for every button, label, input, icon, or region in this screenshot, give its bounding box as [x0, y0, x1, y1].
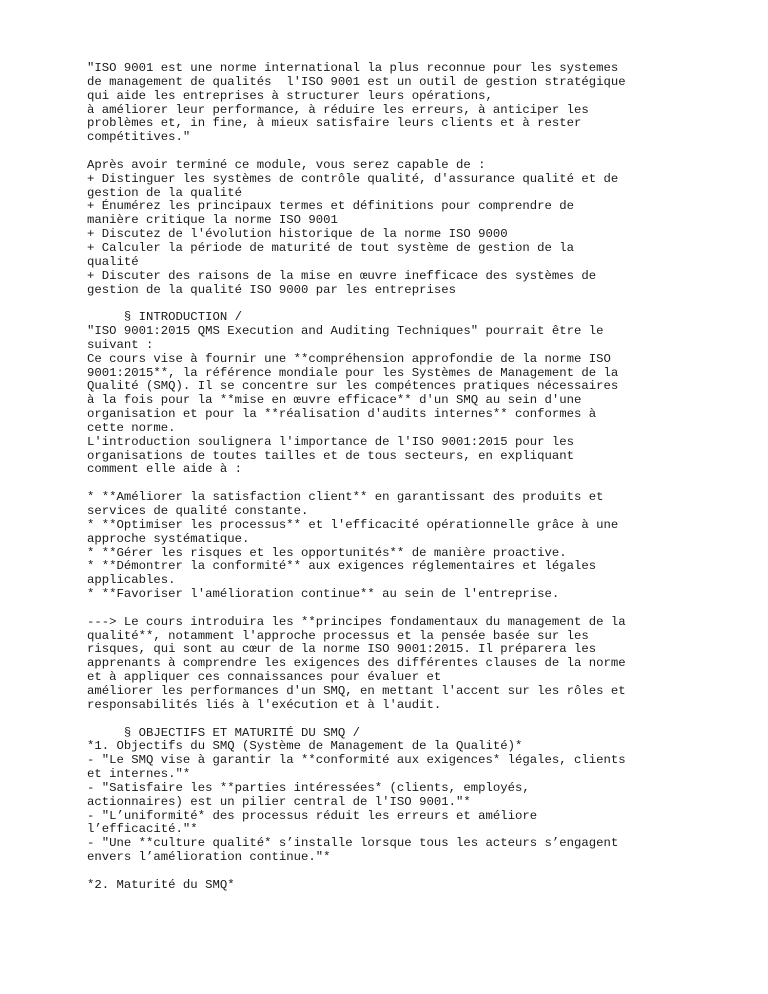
text-line: applicables.	[87, 573, 176, 588]
text-line: envers l’amélioration continue."*	[87, 850, 331, 865]
text-paragraph	[87, 727, 727, 865]
paragraph-spacer	[87, 865, 727, 879]
text-line: qualité	[87, 254, 139, 269]
text-line: *2. Maturité du SMQ*	[87, 877, 235, 892]
text-line: qualité**, notamment l'approche processus et la pensée basée sur les	[87, 628, 589, 643]
text-line: "ISO 9001:2015 QMS Execution and Auditing Techniques" pourrait être le	[87, 324, 604, 339]
text-line: + Discutez de l'évolution historique de la norme ISO 9000	[87, 227, 508, 242]
text-paragraph	[87, 159, 727, 297]
text-line: de management de qualités l'ISO 9001 est un outil de gestion stratégique	[87, 74, 626, 89]
text-line: approche systématique.	[87, 531, 250, 546]
paragraph-spacer	[87, 602, 727, 616]
text-line: compétitives."	[87, 130, 191, 145]
text-line: problèmes et, in fine, à mieux satisfaire leurs clients et à rester	[87, 116, 582, 131]
text-line: - "Satisfaire les **parties intéressées* (clients, employés,	[87, 780, 530, 795]
text-line: et à appliquer ces connaissances pour évaluer et	[87, 670, 442, 685]
text-line: § OBJECTIFS ET MATURITÉ DU SMQ /	[87, 725, 361, 740]
text-line: *1. Objectifs du SMQ (Système de Management de la Qualité)*	[87, 739, 523, 754]
text-line: * **Démontrer la conformité** aux exigences réglementaires et légales	[87, 559, 597, 574]
text-line: * **Gérer les risques et les opportunités** de manière proactive.	[87, 545, 567, 560]
text-line: - "Le SMQ vise à garantir la **conformité aux exigences* légales, clients	[87, 753, 626, 768]
text-paragraph	[87, 491, 727, 602]
text-line: à la fois pour la **mise en œuvre efficace** d'un SMQ au sein d'une	[87, 393, 582, 408]
text-line: L'introduction soulignera l'importance de l'ISO 9001:2015 pour les	[87, 434, 575, 449]
text-line: Qualité (SMQ). Il se concentre sur les compétences pratiques nécessaires	[87, 379, 619, 394]
text-line: + Énumérez les principaux termes et définitions pour comprendre de	[87, 199, 575, 214]
text-line: à améliorer leur performance, à réduire les erreurs, à anticiper les	[87, 102, 589, 117]
text-line: cette norme.	[87, 420, 176, 435]
text-paragraph	[87, 879, 727, 893]
text-line: qui aide les entreprises à structurer leurs opérations,	[87, 88, 493, 103]
paragraph-spacer	[87, 297, 727, 311]
text-line: "ISO 9001 est une norme international la plus reconnue pour les systemes	[87, 61, 619, 75]
text-line: * **Améliorer la satisfaction client** en garantissant des produits et	[87, 490, 604, 505]
text-line: responsabilités liés à l'exécution et à l'audit.	[87, 697, 442, 712]
text-line: 9001:2015**, la référence mondiale pour les Systèmes de Management de la	[87, 365, 619, 380]
paragraph-spacer	[87, 713, 727, 727]
text-line: Après avoir terminé ce module, vous serez capable de :	[87, 157, 486, 172]
text-line: risques, qui sont au cœur de la norme ISO 9001:2015. Il préparera les	[87, 642, 597, 657]
text-line: manière critique la norme ISO 9001	[87, 213, 338, 228]
paragraph-spacer	[87, 477, 727, 491]
text-line: + Distinguer les systèmes de contrôle qualité, d'assurance qualité et de	[87, 171, 619, 186]
text-line: gestion de la qualité	[87, 185, 242, 200]
text-line: et internes."*	[87, 767, 191, 782]
text-line: - "Une **culture qualité* s’installe lorsque tous les acteurs s’engagent	[87, 836, 619, 851]
text-paragraph	[87, 616, 727, 713]
paragraph-spacer	[87, 145, 727, 159]
text-line: ---> Le cours introduira les **principes fondamentaux du management de la	[87, 614, 626, 629]
text-line: améliorer les performances d'un SMQ, en mettant l'accent sur les rôles et	[87, 683, 626, 698]
text-line: organisation et pour la **réalisation d'audits internes** conformes à	[87, 407, 597, 422]
document-page	[87, 62, 727, 893]
text-line: services de qualité constante.	[87, 504, 309, 518]
text-paragraph	[87, 62, 727, 145]
text-line: + Discuter des raisons de la mise en œuvre inefficace des systèmes de	[87, 268, 597, 283]
text-line: - "L’uniformité* des processus réduit les erreurs et améliore	[87, 808, 538, 823]
text-line: l’efficacité."*	[87, 822, 198, 837]
text-line: + Calculer la période de maturité de tout système de gestion de la	[87, 240, 575, 255]
text-line: Ce cours vise à fournir une **compréhension approfondie de la norme ISO	[87, 351, 611, 366]
text-line: * **Optimiser les processus** et l'efficacité opérationnelle grâce à une	[87, 517, 619, 532]
text-line: gestion de la qualité ISO 9000 par les entreprises	[87, 282, 456, 297]
text-line: suivant :	[87, 337, 154, 352]
text-line: actionnaires) est un pilier central de l'ISO 9001."*	[87, 794, 471, 809]
text-line: comment elle aide à :	[87, 462, 242, 477]
text-paragraph	[87, 311, 727, 477]
text-line: * **Favoriser l'amélioration continue** au sein de l'entreprise.	[87, 587, 560, 602]
text-line: organisations de toutes tailles et de tous secteurs, en expliquant	[87, 448, 575, 463]
text-line: apprenants à comprendre les exigences des différentes clauses de la norme	[87, 656, 626, 671]
text-line: § INTRODUCTION /	[87, 310, 242, 325]
